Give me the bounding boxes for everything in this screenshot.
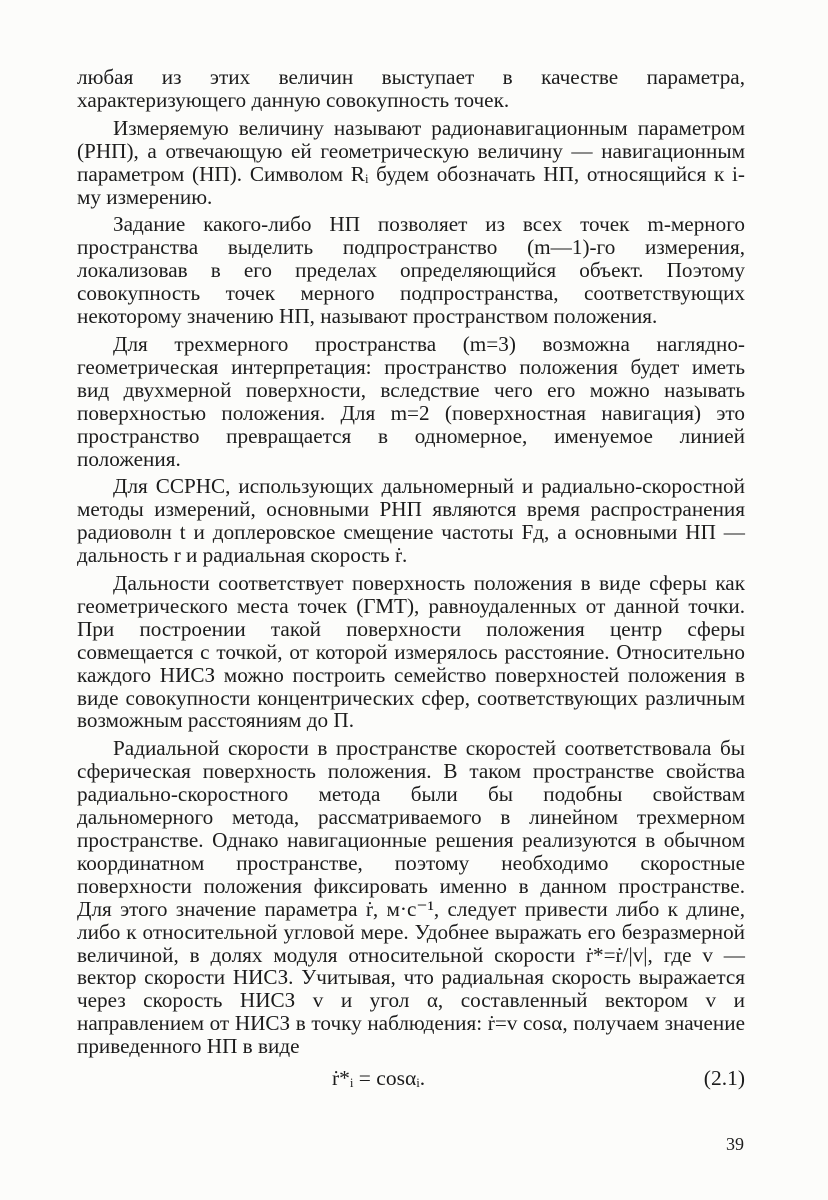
page-number: 39 — [726, 1134, 744, 1154]
formula: ṙ*ᵢ = cosαᵢ. — [332, 1066, 426, 1091]
paragraph: Радиальной скорости в пространстве скоростей соответствовала бы сферическая поверхность положения. В таком пространстве свойства радиально-скоростного метода были бы подобны свойствам дальномерного метода, рассматриваемого в линейном трехмерном пространстве. Однако навигационные решения реализуются в обычном координатном пространстве, поэтому необходимо скоростные поверхности положения фиксировать именно в данном пространстве. Для этого значение параметра ṙ, м·с⁻¹, следует привести либо к длине, либо к относительной угловой мере. Удобнее выражать его безразмерной величиной, в долях модуля относительной скорости ṙ*=ṙ/|v|, где v — вектор скорости НИСЗ. Учитывая, что радиальная скорость выражается через скорость НИСЗ v и угол α, составленный вектором v и направлением от НИСЗ в точку наблюдения: ṙ=v cosα, получаем значение приведенного НП в виде — [77, 736, 745, 1059]
paragraph: Для трехмерного пространства (m=3) возможна наглядно-геометрическая интерпретация: пространство положения будет иметь вид двухмерной поверхности, вследствие чего его можно называть поверхностью положения. Для m=2 (поверхностная навигация) это пространство превращается в одномерное, именуемое линией положения. — [77, 331, 745, 471]
paragraph: Задание какого-либо НП позволяет из всех точек m-мерного пространства выделить подпространство (m—1)-го измерения, локализовав в его пределах определяющийся объект. Поэтому совокупность точек мерного подпространства, соответствующих некоторому значению НП, называют пространством положения. — [77, 212, 745, 329]
paragraph: любая из этих величин выступает в качестве параметра, характеризующего данную совокупность точек. — [77, 65, 745, 112]
paragraph: Измеряемую величину называют радионавигационным параметром (РНП), а отвечающую ей геометрическую величину — навигационным параметром (НП). Символом Rᵢ будем обозначать НП, относящийся к i-му измерению. — [77, 115, 745, 209]
page-body — [77, 66, 745, 1095]
equation-row — [77, 1063, 745, 1095]
equation-number: (2.1) — [703, 1066, 745, 1091]
paragraph: Дальности соответствует поверхность положения в виде сферы как геометрического места точек (ГМТ), равноудаленных от данной точки. При построении такой поверхности положения центр сферы совмещается с точкой, от которой измерялось расстояние. Относительно каждого НИСЗ можно построить семейство поверхностей положения в виде совокупности концентрических сфер, соответствующих различным возможным расстояниям до П. — [77, 571, 745, 733]
paragraph: Для ССРНС, использующих дальномерный и радиально-скоростной методы измерений, основными РНП являются время распространения радиоволн t и доплеровское смещение частоты Fд, а основными НП — дальность r и радиальная скорость ṙ. — [77, 474, 745, 568]
